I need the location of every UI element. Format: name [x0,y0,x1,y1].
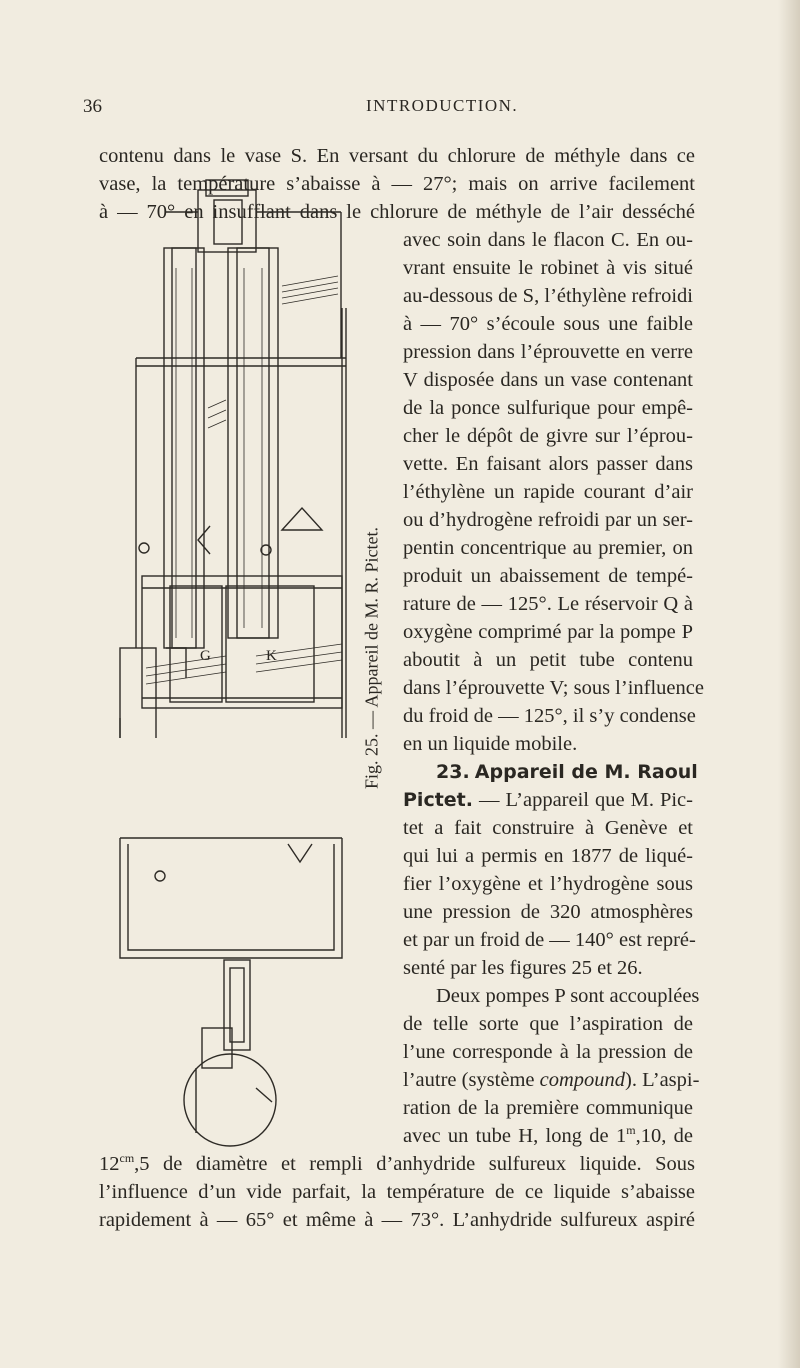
text-line: fier l’oxygène et l’hydrogène sous [403,873,693,895]
text-line: Deux pompes P sont accouplées [436,985,700,1007]
section-title-cont: Pictet. [403,789,473,811]
text-line: vette. En faisant alors passer dans [403,453,693,475]
text-line: l’influence d’un vide parfait, la température de ce liquide s’abaisse [99,1181,695,1203]
text-line: pression dans l’éprouvette en verre [403,341,693,363]
text-line: contenu dans le vase S. En versant du chlorure de méthyle dans ce [99,145,695,167]
page-edge-shadow [778,0,800,1368]
figure-caption: Fig. 25. — Appareil de M. R. Pictet. [361,527,382,789]
text-line: l’éthylène un rapide courant d’air [403,481,693,503]
text-line: dans l’éprouvette V; sous l’influence [403,677,704,699]
text-line: tet a fait construire à Genève et [403,817,693,839]
text-line: l’autre (système compound). L’aspi- [403,1069,700,1091]
text-line: aboutit à un petit tube contenu [403,649,693,671]
apparatus-figure [106,178,356,738]
running-head [0,96,800,122]
text-line: ration de la première communique [403,1097,693,1119]
text-line: cher le dépôt de givre sur l’éprou- [403,425,693,447]
text-line: à — 70° en insufflant dans le chlorure de méthyle de l’air desséché [99,201,695,223]
text-line: du froid de — 125°, il s’y condense [403,705,696,727]
text-line: rature de — 125°. Le réservoir Q à [403,593,693,615]
section-number: 23. [436,761,470,783]
italic-term: compound [539,1069,626,1091]
text-line: $12^{cm},5$ de diamètre et rempli d’anhydride sulfureux liquide. Sous [99,1151,695,1175]
text-line: oxygène comprimé par la pompe P [403,621,693,643]
text-line: l’une corresponde à la pression de [403,1041,693,1063]
label-g: G [200,648,211,664]
text-line: de la ponce sulfurique pour empê- [403,397,693,419]
text-line: rapidement à — 65° et même à — 73°. L’anhydride sulfureux aspiré [99,1209,695,1231]
label-k: K [266,648,277,664]
text-line: avec soin dans le flacon C. En ou- [403,229,693,251]
text-line: de telle sorte que l’aspiration de [403,1013,693,1035]
text-line: une pression de 320 atmosphères [403,901,693,923]
text-line: V disposée dans un vase contenant [403,369,693,391]
text-line: qui lui a permis en 1877 de liqué- [403,845,693,867]
text-line: et par un froid de — 140° est repré- [403,929,696,951]
section-heading [436,759,698,785]
text-line: avec un tube H, long de 1$^m$,10, de [403,1123,693,1147]
header-title: INTRODUCTION. [366,96,519,115]
apparatus-base [106,728,356,1148]
text-line: senté par les figures 25 et 26. [403,957,643,979]
apparatus-bottom-section [106,178,356,738]
text-line: en un liquide mobile. [403,733,578,755]
text-line: ou d’hydrogène refroidi par un ser- [403,509,693,531]
section-title: Appareil de M. Raoul [474,761,698,783]
text-line: vase, la température s’abaisse à — 27°; mais on arrive facilement [99,173,695,195]
text-line: à — 70° s’écoule sous une faible [403,313,693,335]
text-line: pentin concentrique au premier, on [403,537,693,559]
text-line: au-dessous de S, l’éthylène refroidi [403,285,693,307]
text-line: produit un abaissement de tempé- [403,565,693,587]
page-number: 36 [83,96,102,117]
text-line: Pictet. — L’appareil que M. Pic- [403,789,693,811]
text-line: vrant ensuite le robinet à vis situé [403,257,693,279]
